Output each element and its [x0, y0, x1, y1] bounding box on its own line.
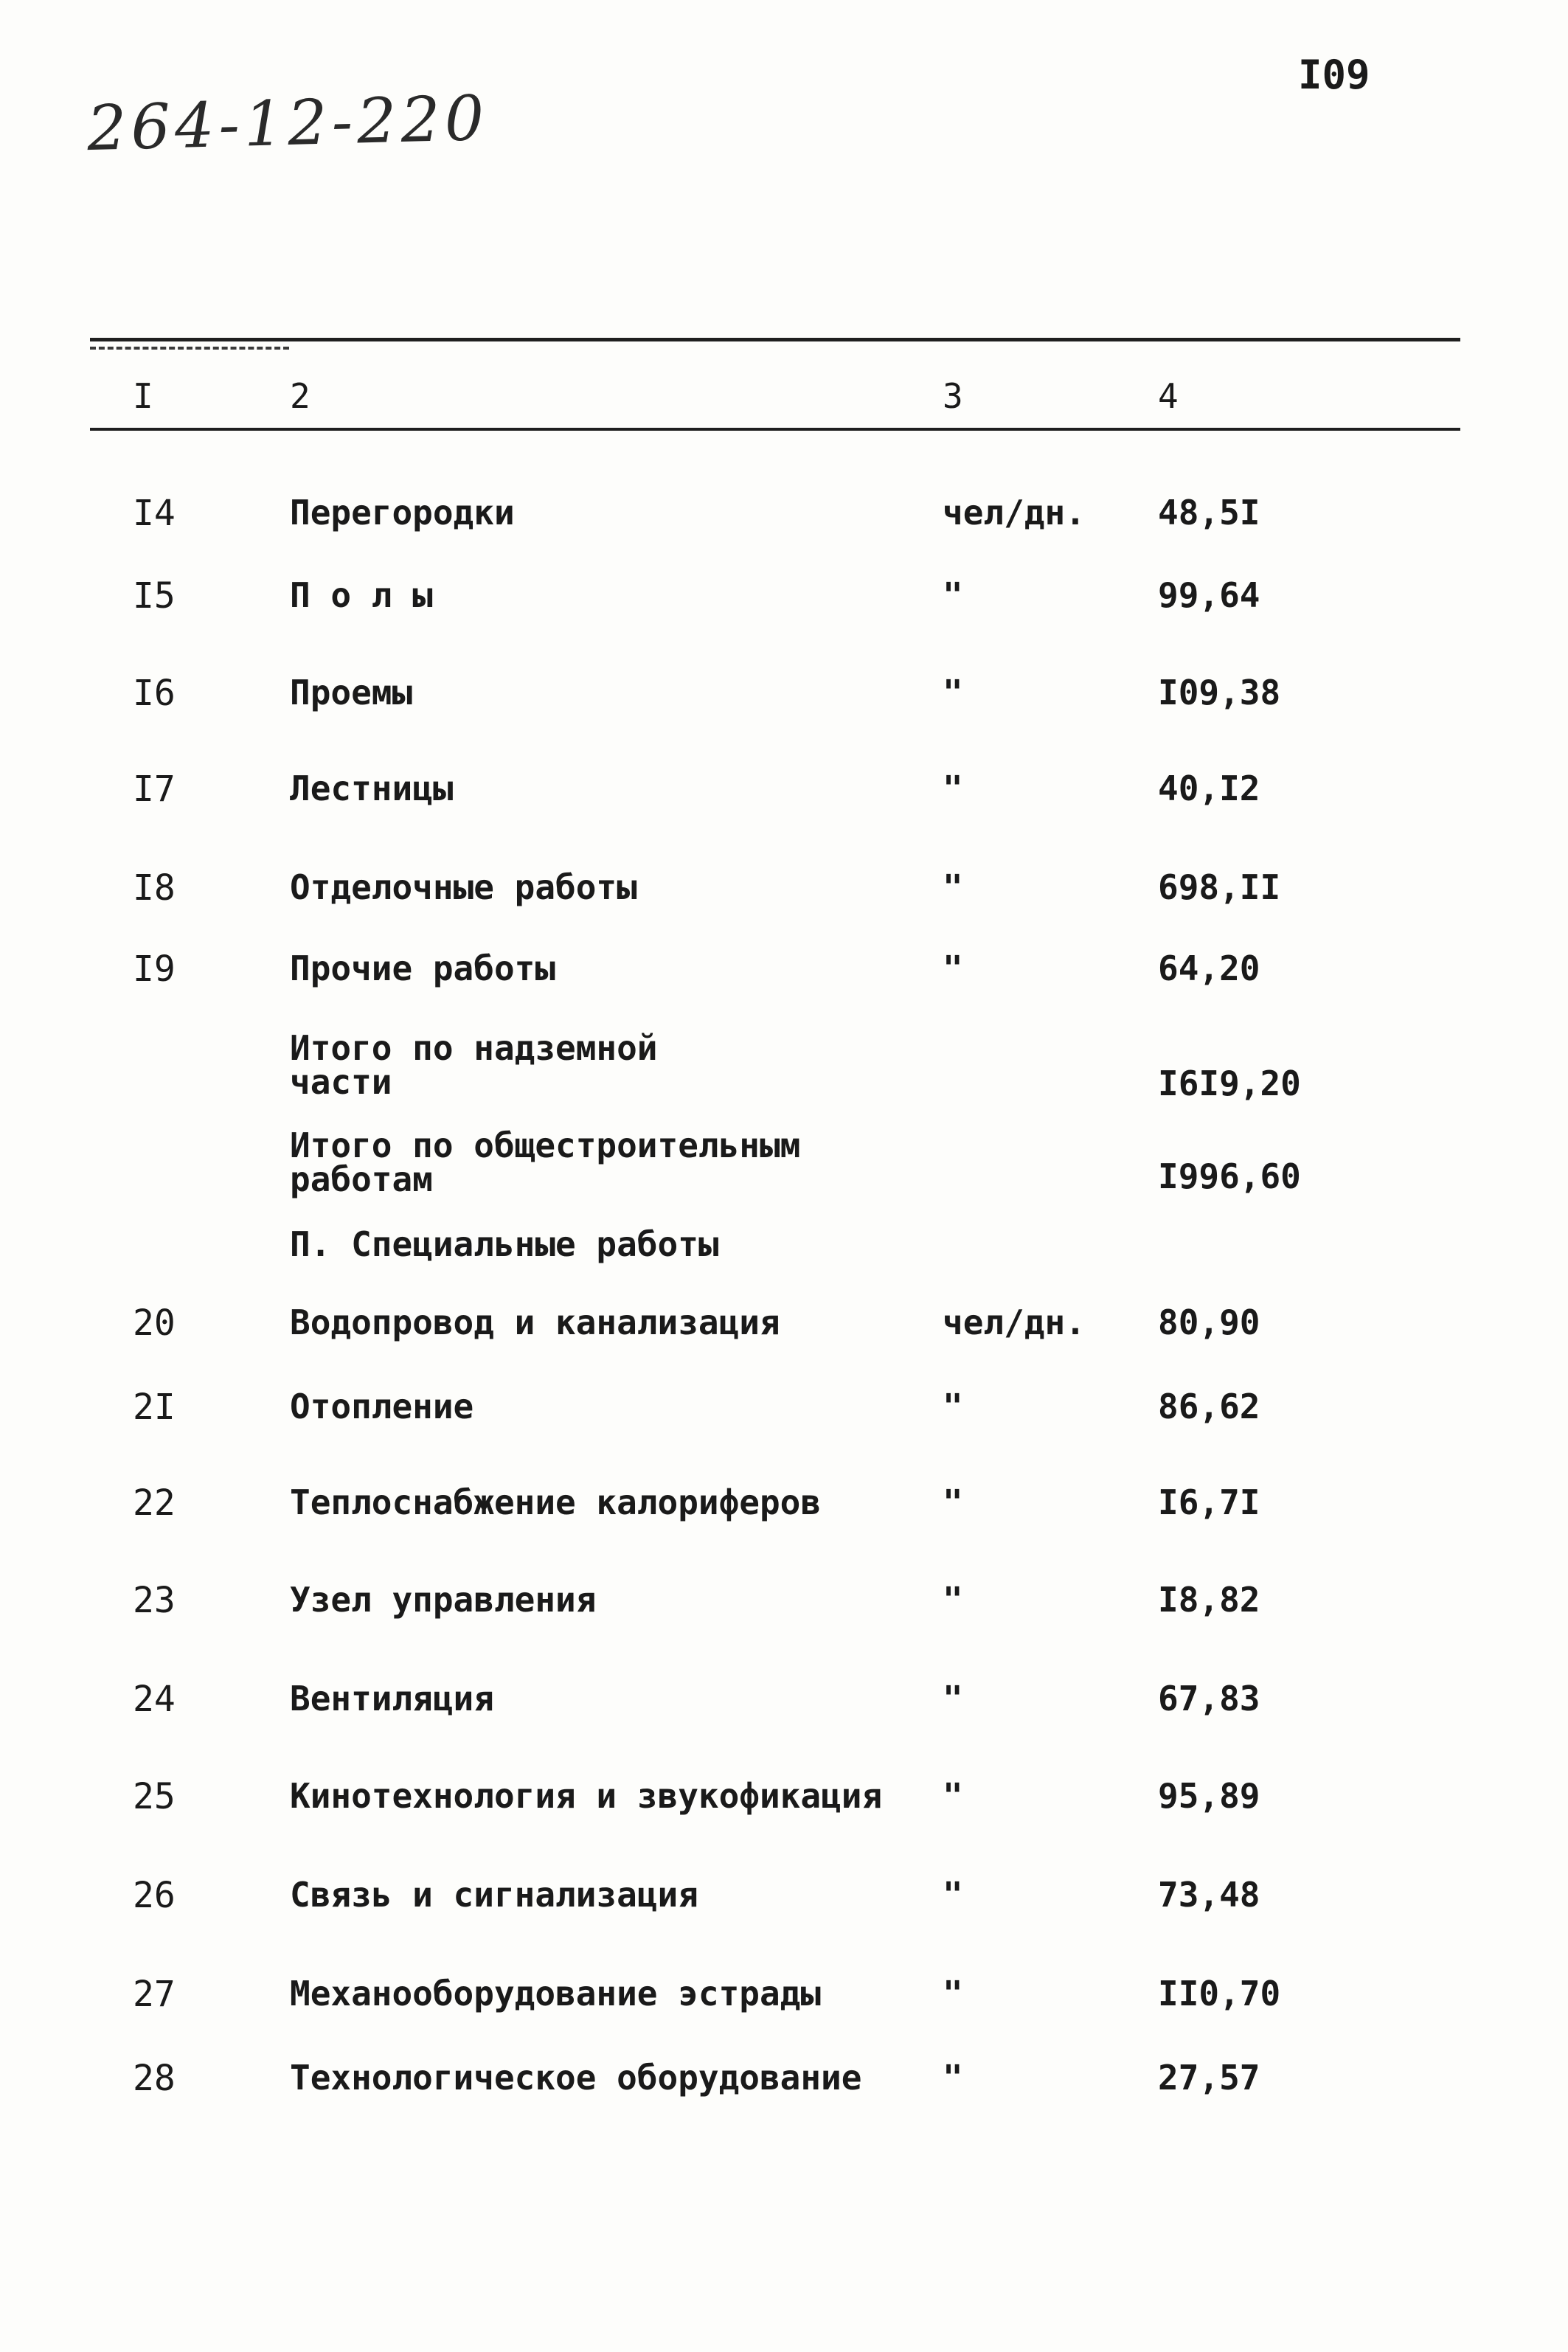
- row-number: I7: [133, 769, 176, 810]
- row-name: Узел управления: [290, 1580, 597, 1620]
- row-name: Кинотехнология и звукофикация: [290, 1776, 883, 1816]
- row-unit: ": [943, 1482, 963, 1522]
- row-name: Отделочные работы: [290, 867, 637, 907]
- row-unit: ": [943, 1776, 963, 1816]
- row-number: 25: [133, 1776, 176, 1817]
- row-unit: ": [943, 769, 963, 808]
- row-value: 95,89: [1158, 1776, 1260, 1816]
- row-unit: ": [943, 673, 963, 712]
- row-number: 22: [133, 1482, 176, 1524]
- row-name: Водопровод и канализация: [290, 1302, 780, 1342]
- row-unit: ": [943, 575, 963, 615]
- row-value: I8,82: [1158, 1580, 1260, 1620]
- row-number: 20: [133, 1302, 176, 1344]
- row-unit: чел/дн.: [943, 493, 1086, 533]
- subtotal-name: Итого по общестроительным работам: [290, 1125, 801, 1199]
- row-name: Механооборудование эстрады: [290, 1974, 822, 2013]
- column-header-4: 4: [1158, 376, 1179, 416]
- row-number: 24: [133, 1679, 176, 1720]
- table-header-rule: [90, 428, 1460, 431]
- row-value: 698,II: [1158, 867, 1281, 907]
- row-unit: ": [943, 2058, 963, 2098]
- subtotal-value: I996,60: [1158, 1156, 1301, 1196]
- row-unit: ": [943, 1974, 963, 2013]
- column-header-2: 2: [290, 376, 311, 416]
- row-unit: ": [943, 1387, 963, 1426]
- row-number: I8: [133, 867, 176, 909]
- row-name: Проемы: [290, 673, 413, 712]
- row-value: 86,62: [1158, 1387, 1260, 1426]
- row-unit: ": [943, 867, 963, 907]
- row-value: I09,38: [1158, 673, 1281, 712]
- row-number: I6: [133, 673, 176, 714]
- row-value: I6,7I: [1158, 1482, 1260, 1522]
- row-number: 23: [133, 1580, 176, 1621]
- row-unit: ": [943, 948, 963, 988]
- section-title: П. Специальные работы: [290, 1224, 719, 1264]
- row-value: 27,57: [1158, 2058, 1260, 2098]
- row-value: 64,20: [1158, 948, 1260, 988]
- column-header-1: I: [133, 376, 153, 416]
- row-number: I9: [133, 948, 176, 990]
- table-top-dash: [90, 347, 289, 350]
- row-number: 2I: [133, 1387, 176, 1428]
- row-value: 40,I2: [1158, 769, 1260, 808]
- row-unit: чел/дн.: [943, 1302, 1086, 1342]
- row-number: I5: [133, 575, 176, 617]
- document-code: 264-12-220: [86, 81, 490, 165]
- subtotal-value: I6I9,20: [1158, 1064, 1301, 1103]
- row-name: П о л ы: [290, 575, 433, 615]
- row-number: 26: [133, 1875, 176, 1916]
- row-name: Технологическое оборудование: [290, 2058, 862, 2098]
- row-value: 73,48: [1158, 1875, 1260, 1915]
- subtotal-name: Итого по надземной части: [290, 1028, 658, 1102]
- row-name: Вентиляция: [290, 1679, 494, 1718]
- row-number: 27: [133, 1974, 176, 2015]
- row-value: 80,90: [1158, 1302, 1260, 1342]
- row-value: II0,70: [1158, 1974, 1281, 2013]
- row-value: 99,64: [1158, 575, 1260, 615]
- column-header-3: 3: [943, 376, 963, 416]
- table-top-rule: [90, 338, 1460, 341]
- row-name: Отопление: [290, 1387, 474, 1426]
- row-name: Перегородки: [290, 493, 515, 533]
- page-number: I09: [1298, 52, 1370, 98]
- row-number: I4: [133, 493, 176, 534]
- row-unit: ": [943, 1679, 963, 1718]
- row-name: Прочие работы: [290, 948, 556, 988]
- row-unit: ": [943, 1580, 963, 1620]
- row-value: 48,5I: [1158, 493, 1260, 533]
- row-name: Теплоснабжение калориферов: [290, 1482, 822, 1522]
- row-name: Связь и сигнализация: [290, 1875, 698, 1915]
- row-name: Лестницы: [290, 769, 454, 808]
- row-value: 67,83: [1158, 1679, 1260, 1718]
- row-number: 28: [133, 2058, 176, 2099]
- row-unit: ": [943, 1875, 963, 1915]
